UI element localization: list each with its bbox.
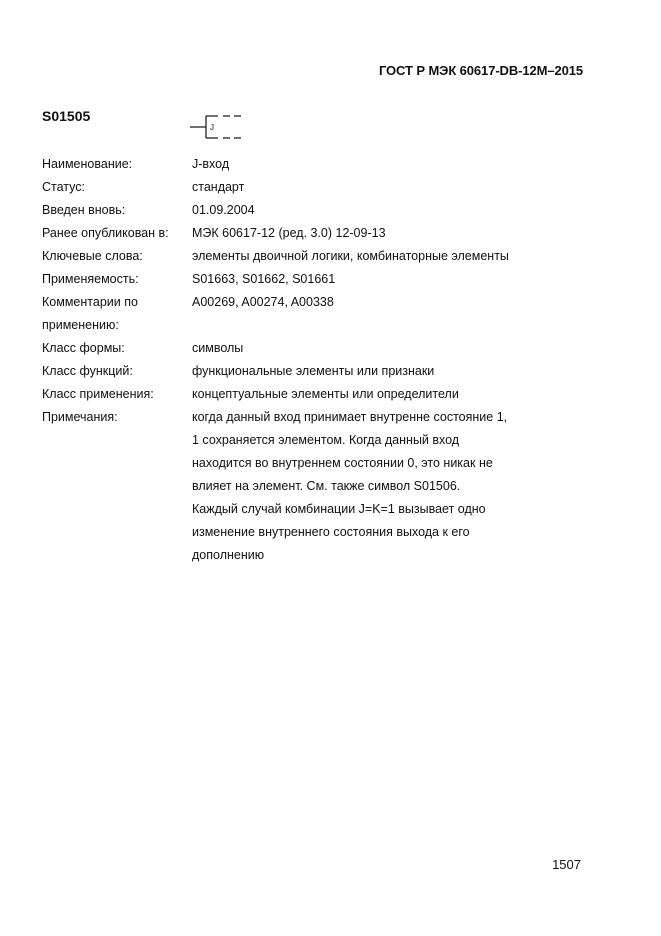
field-label: Введен вновь:	[42, 203, 126, 217]
field-label: Примечания:	[42, 410, 118, 424]
field-row	[42, 245, 562, 268]
field-value-line	[192, 314, 562, 337]
field-row	[42, 360, 562, 383]
field-row	[42, 383, 562, 406]
field-value-line: A00269, A00274, A00338	[192, 295, 334, 309]
field-value-line: S01663, S01662, S01661	[192, 272, 336, 286]
field-label: Применяемость:	[42, 272, 139, 286]
field-value	[192, 337, 562, 360]
field-value	[192, 176, 562, 199]
field-value	[192, 268, 562, 291]
field-label: Ключевые слова:	[42, 249, 143, 263]
field-value	[192, 360, 562, 383]
symbol-glyph-label: J	[210, 123, 214, 132]
field-value-line: дополнению	[192, 548, 265, 562]
field-value-line: влияет на элемент. См. также символ S01506.	[192, 479, 461, 493]
attributes-table	[42, 153, 562, 567]
symbol-code: S01505	[42, 108, 91, 124]
field-row	[42, 268, 562, 291]
field-value-line: концептуальные элементы или определители	[192, 387, 459, 401]
field-label: Статус:	[42, 180, 85, 194]
field-label: Наименование:	[42, 157, 133, 171]
field-value-line: когда данный вход принимает внутренне состояние 1,	[192, 410, 508, 424]
field-row	[42, 153, 562, 176]
field-label: Комментарии по применению:	[42, 295, 138, 332]
field-value-line: стандарт	[192, 180, 245, 194]
field-row	[42, 406, 562, 567]
field-value-line: МЭК 60617-12 (ред. 3.0) 12-09-13	[192, 226, 386, 240]
field-row	[42, 337, 562, 360]
field-value-line: Каждый случай комбинации J=K=1 вызывает одно	[192, 502, 486, 516]
field-value	[192, 291, 562, 337]
field-value-line: элементы двоичной логики, комбинаторные элементы	[192, 249, 509, 263]
field-value-line: изменение внутреннего состояния выхода к его	[192, 525, 470, 539]
field-value	[192, 199, 562, 222]
field-value	[192, 245, 562, 268]
document-header: ГОСТ Р МЭК 60617-DB-12M–2015	[378, 63, 583, 78]
field-value	[192, 406, 562, 567]
field-label: Класс функций:	[42, 364, 133, 378]
field-label: Ранее опубликован в:	[42, 226, 169, 240]
field-value	[192, 222, 562, 245]
field-value-line: функциональные элементы или признаки	[192, 364, 435, 378]
field-row	[42, 176, 562, 199]
field-value-line: 1 сохраняется элементом. Когда данный вход	[192, 433, 460, 447]
page-number: 1507	[552, 857, 581, 872]
field-value	[192, 383, 562, 406]
field-label: Класс применения:	[42, 387, 154, 401]
field-label: Класс формы:	[42, 341, 125, 355]
field-row	[42, 291, 562, 337]
field-value-line: J-вход	[192, 157, 230, 171]
field-value-line: символы	[192, 341, 244, 355]
field-value-line: 01.09.2004	[192, 203, 255, 217]
field-row	[42, 199, 562, 222]
j-input-symbol-icon	[190, 110, 250, 140]
field-value-line: находится во внутреннем состоянии 0, это никак не	[192, 456, 493, 470]
field-value	[192, 153, 562, 176]
field-row	[42, 222, 562, 245]
